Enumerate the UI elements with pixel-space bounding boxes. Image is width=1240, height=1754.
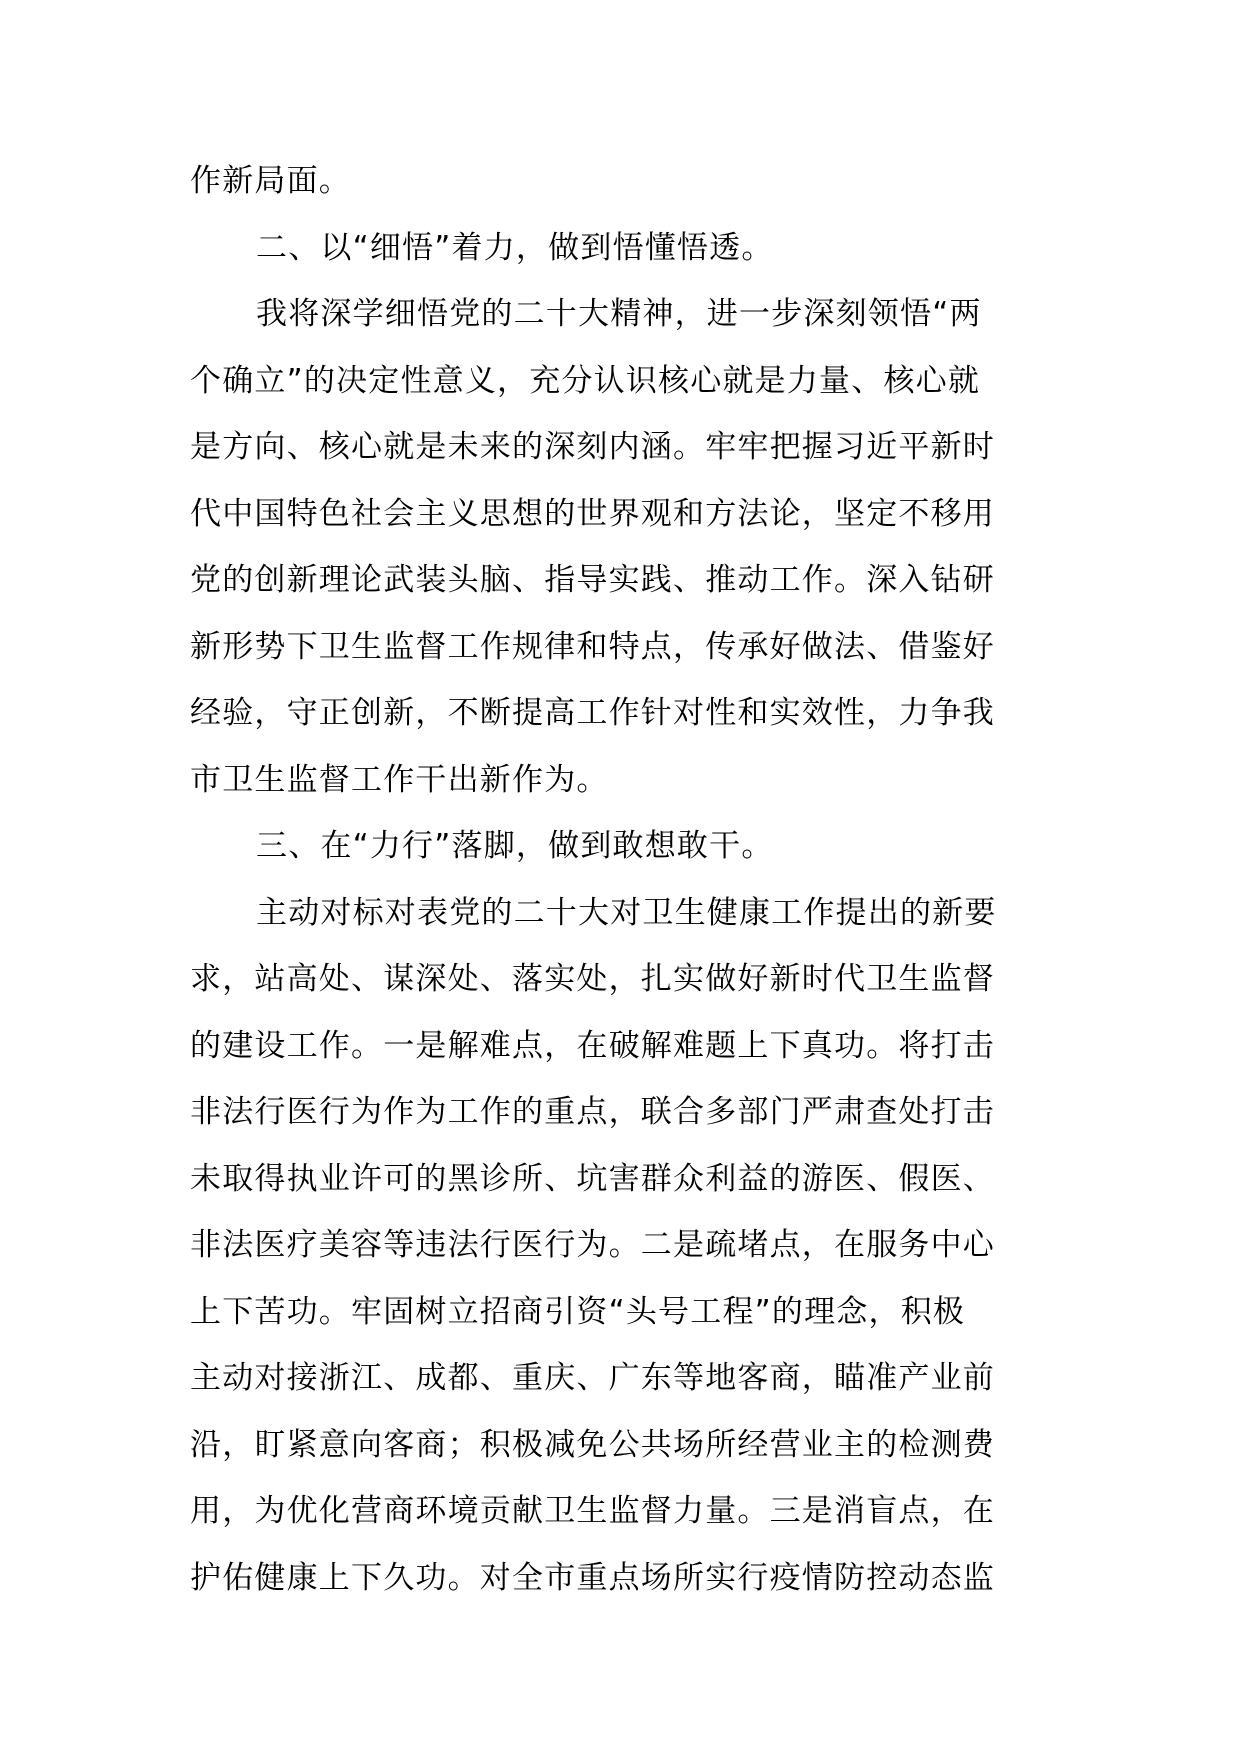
text-line-10: 市卫生监督工作干出新作为。	[190, 761, 609, 798]
text-line-13: 求，站高处、谋深处、落实处，扎实做好新时代卫生监督	[190, 961, 995, 997]
text-line-21: 用，为优化营商环境贡献卫生监督力量。三是消盲点，在	[190, 1493, 995, 1529]
text-line-22: 护佑健康上下久功。对全市重点场所实行疫情防控动态监	[190, 1559, 995, 1596]
text-line-4: 个确立”的决定性意义，充分认识核心就是力量、核心就	[190, 362, 981, 399]
text-line-18: 上下苦功。牢固树立招商引资“头号工程”的理念，积极	[190, 1293, 966, 1330]
text-line-19: 主动对接浙江、成都、重庆、广东等地客商，瞄准产业前	[190, 1360, 995, 1396]
section-heading-3: 三、在“力行”落脚，做到敢想敢干。	[256, 828, 774, 864]
text-line-15: 非法行医行为作为工作的重点，联合多部门严肃查处打击	[190, 1094, 995, 1130]
text-line-5: 是方向、核心就是未来的深刻内涵。牢牢把握习近平新时	[190, 429, 995, 465]
text-line-3: 我将深学细悟党的二十大精神，进一步深刻领悟“两	[256, 296, 982, 332]
text-line-1: 作新局面。	[190, 163, 351, 199]
text-line-14: 的建设工作。一是解难点，在破解难题上下真功。将打击	[190, 1027, 995, 1064]
text-line-6: 代中国特色社会主义思想的世界观和方法论，坚定不移用	[190, 495, 995, 532]
document-body	[190, 148, 1060, 1611]
text-line-20: 沿，盯紧意向客商；积极减免公共场所经营业主的检测费	[190, 1426, 995, 1463]
text-line-16: 未取得执业许可的黑诊所、坑害群众利益的游医、假医、	[190, 1160, 995, 1197]
text-line-9: 经验，守正创新，不断提高工作针对性和实效性，力争我	[190, 695, 995, 731]
text-line-12: 主动对标对表党的二十大对卫生健康工作提出的新要	[256, 894, 997, 931]
text-line-8: 新形势下卫生监督工作规律和特点，传承好做法、借鉴好	[190, 628, 995, 665]
text-line-17: 非法医疗美容等违法行医行为。二是疏堵点，在服务中心	[190, 1227, 995, 1263]
text-line-7: 党的创新理论武装头脑、指导实践、推动工作。深入钻研	[190, 562, 995, 598]
section-heading-2: 二、以“细悟”着力，做到悟懂悟透。	[256, 229, 774, 266]
